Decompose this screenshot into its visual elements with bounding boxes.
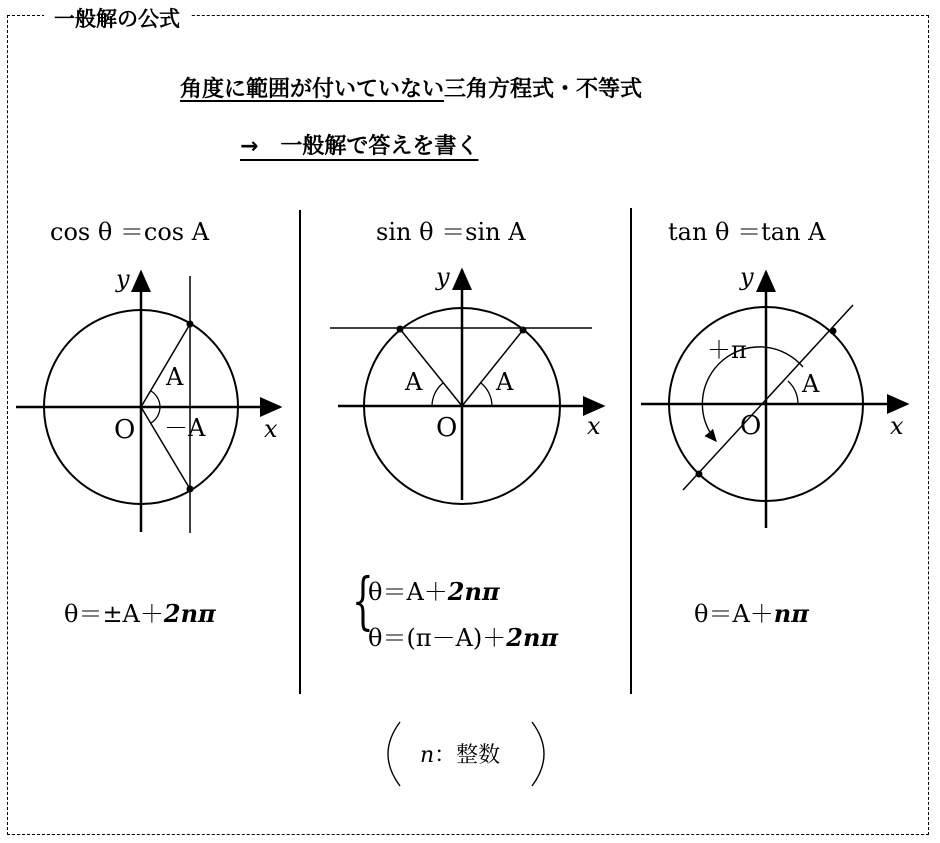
cos-origin-label: O: [114, 415, 136, 445]
integer-note: [392, 724, 542, 786]
sin-solution-brace: {: [352, 564, 374, 637]
sin-diagram: [330, 263, 603, 504]
tan-line: [683, 305, 853, 490]
tan-point-upper: [830, 328, 837, 335]
cos-solution-pi: π: [198, 599, 216, 628]
sin-solution-2-pi: π: [540, 623, 559, 652]
sin-solution-1-pi: π: [481, 577, 500, 606]
tan-y-label: y: [740, 263, 754, 291]
cos-angle-arc-upper: [151, 391, 160, 407]
cos-point-lower: [187, 486, 194, 493]
sin-solution-1-main: θ＝A＋: [368, 578, 448, 606]
cos-solution: [64, 594, 216, 629]
frame-title: 一般解の公式: [44, 3, 190, 33]
tan-point-lower: [696, 471, 703, 478]
cos-solution-main: θ＝±A＋: [64, 600, 164, 628]
integer-note-text: [420, 738, 500, 769]
cos-point-upper: [187, 321, 194, 328]
note-variable: n: [420, 743, 435, 768]
tan-angle-arc: [788, 381, 798, 404]
sin-angle-arc-right: [481, 383, 492, 406]
tan-solution-main: θ＝A＋: [694, 600, 774, 628]
cos-diagram: [16, 265, 280, 533]
subline: → 一般解で答えを書く: [240, 134, 479, 159]
cos-solution-coef: 2: [163, 599, 181, 628]
tan-angle-a: A: [802, 370, 820, 398]
tan-equation: tan θ ＝tan A: [668, 218, 826, 246]
sin-origin-label: O: [436, 413, 458, 443]
sin-equation: sin θ ＝sin A: [376, 218, 526, 246]
sin-angle-arc-left: [432, 383, 443, 406]
tan-x-label: x: [890, 412, 904, 440]
cos-angle-neg-a: －A: [164, 414, 206, 442]
cos-angle-a: A: [166, 363, 184, 391]
tan-origin-label: O: [740, 411, 762, 441]
sin-x-label: x: [587, 412, 601, 440]
cos-solution-n: n: [180, 599, 199, 628]
sin-angle-left: A: [405, 368, 423, 396]
sin-solution-2-n: n: [522, 623, 541, 652]
sin-point-right: [520, 327, 527, 334]
cos-y-label: y: [116, 265, 130, 293]
sin-point-left: [397, 326, 404, 333]
sin-solution-1-coef: 2: [447, 577, 465, 606]
tan-rotation-label: ＋π: [707, 336, 747, 364]
cos-x-label: x: [264, 415, 278, 443]
sin-solution-2: [368, 618, 558, 653]
cos-angle-arc-lower: [151, 407, 160, 423]
headline-underlined: 角度に範囲が付いていない: [180, 77, 445, 102]
sin-solution-1: [368, 572, 500, 607]
sin-solution-1-n: n: [464, 577, 482, 606]
cos-equation: cos θ ＝cos A: [50, 218, 210, 246]
sin-solution-2-main: θ＝(π－A)＋: [368, 624, 507, 652]
note-description: ：整数: [434, 743, 501, 768]
headline-rest: 三角方程式・不等式: [444, 77, 643, 102]
tan-solution-n: n: [773, 599, 792, 628]
sin-angle-right: A: [496, 368, 514, 396]
tan-solution: [694, 594, 809, 629]
sin-solution-2-coef: 2: [506, 623, 523, 652]
tan-diagram: [641, 263, 907, 528]
sin-y-label: y: [436, 263, 450, 291]
sin-radius-right: [462, 330, 523, 406]
tan-solution-pi: π: [791, 599, 809, 628]
